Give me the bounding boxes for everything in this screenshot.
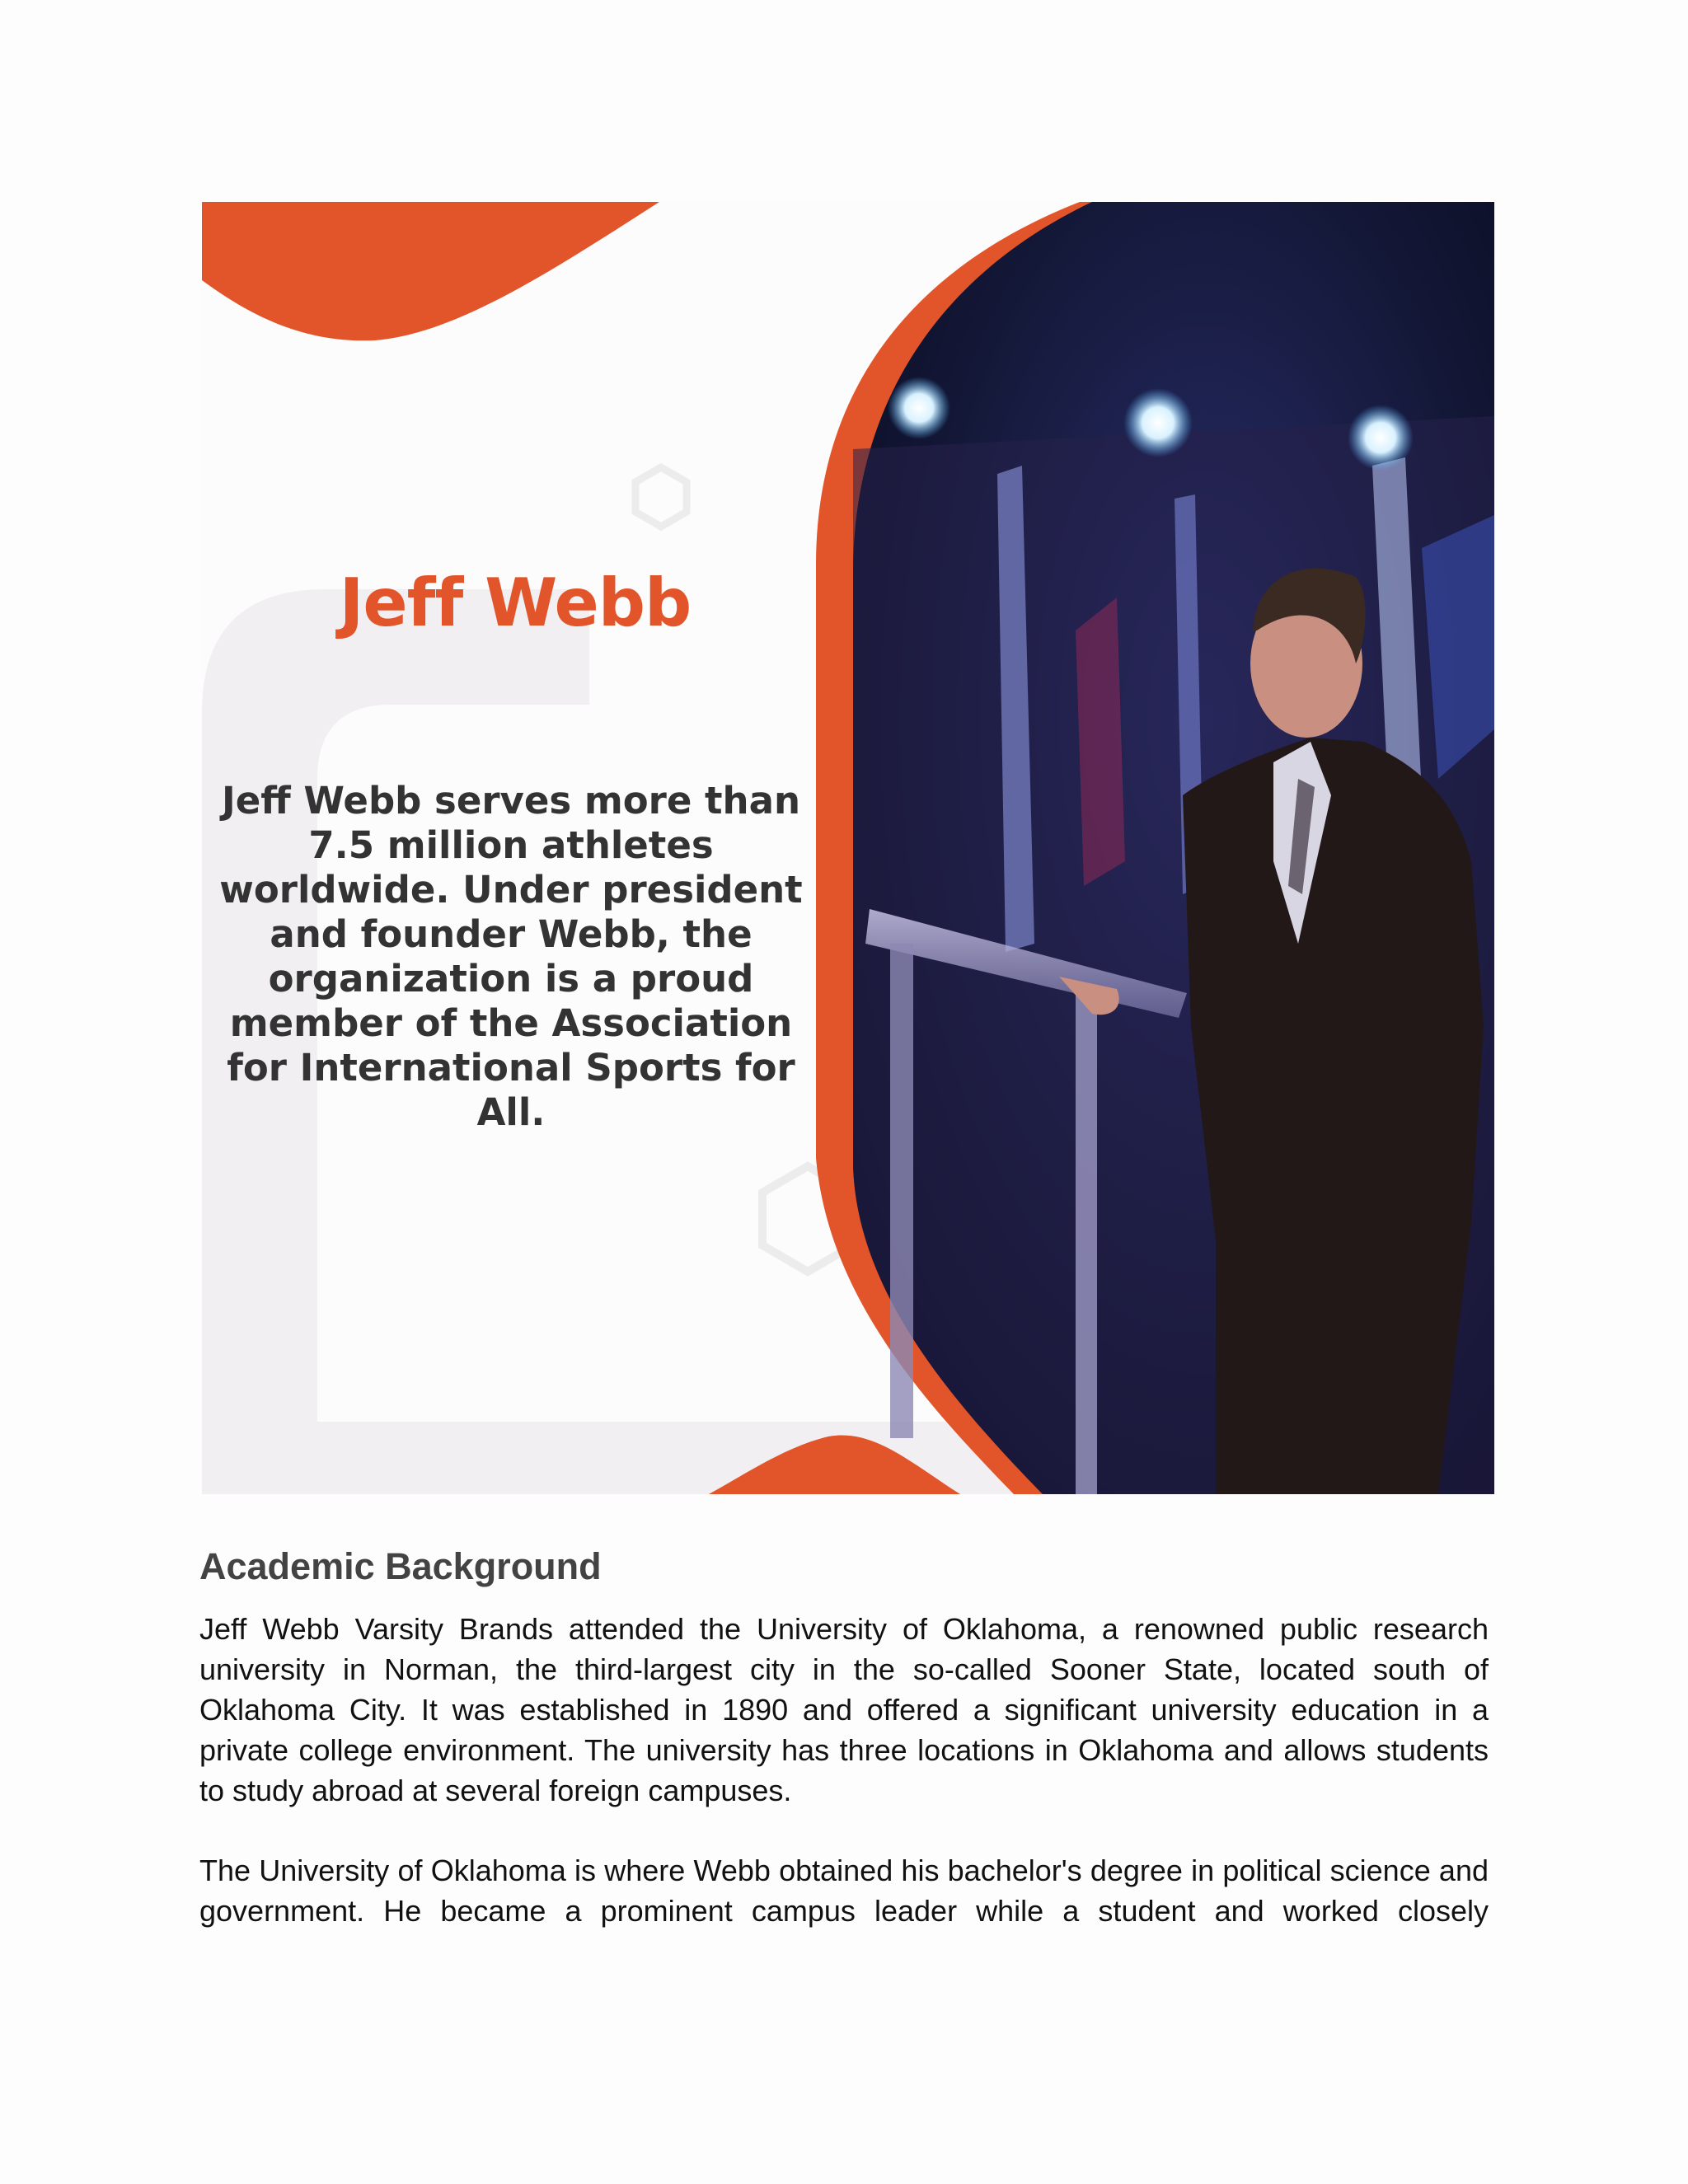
hero-title: Jeff Webb xyxy=(339,565,692,641)
hexagon-outline-top xyxy=(635,467,687,527)
speaker-photo xyxy=(853,202,1494,1494)
orange-blob-top xyxy=(202,202,659,340)
paragraph-2: The University of Oklahoma is where Webb obtained his bachelor's degree in political science and government. He became a prominent campus leader while a student and worked closely xyxy=(199,1854,1489,1928)
hero-banner xyxy=(202,202,1494,1494)
section-heading: Academic Background xyxy=(199,1545,602,1587)
hero-description: Jeff Webb serves more than 7.5 million athletes worldwide. Under president and founder Webb, the organization is a proud member of the Association for International Sports for All. xyxy=(219,779,803,1134)
paragraph-1: Jeff Webb Varsity Brands attended the University of Oklahoma, a renowned public research university in Norman, the third-largest city in the so-called Sooner State, located south of Oklahoma City. It was established in 1890 and offered a significant university education in a private college environment. The university has three locations in Oklahoma and allows students to study abroad at several foreign campuses. xyxy=(199,1612,1489,1807)
